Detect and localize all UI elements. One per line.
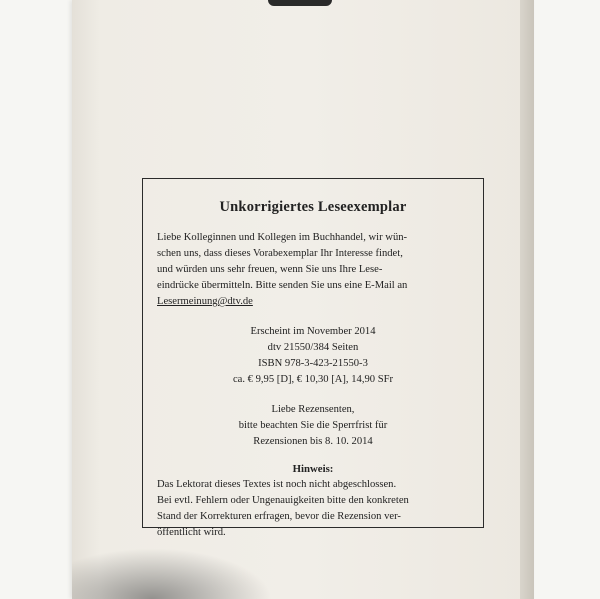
- publication-date: Erscheint im November 2014: [250, 326, 376, 337]
- notice-title: Unkorrigiertes Leseexemplar: [219, 199, 407, 215]
- top-shadow: [268, 0, 332, 6]
- hinweis-line: öffentlicht wird.: [157, 527, 226, 538]
- hinweis-line: Das Lektorat dieses Textes ist noch nicht abgeschlossen.: [157, 479, 397, 490]
- reviewer-note: [157, 402, 469, 450]
- hinweis-heading: Hinweis:: [292, 463, 334, 475]
- email-link[interactable]: Lesermeinung@dtv.de: [157, 296, 253, 307]
- reviewer-line: bitte beachten Sie die Sperrfrist für: [238, 420, 388, 431]
- reviewer-line: Rezensionen bis 8. 10. 2014: [253, 436, 373, 447]
- intro-line: eindrücke übermitteln. Bitte senden Sie uns eine E-Mail an: [157, 280, 408, 291]
- finger-shadow: [72, 548, 272, 599]
- intro-line: Liebe Kolleginnen und Kollegen im Buchhandel, wir wün-: [157, 232, 408, 243]
- publication-price: ca. € 9,95 [D], € 10,30 [A], 14,90 SFr: [232, 374, 394, 385]
- intro-line: und würden uns sehr freuen, wenn Sie uns Ihre Lese-: [157, 264, 383, 275]
- publication-info: [157, 324, 469, 388]
- hinweis-line: Bei evtl. Fehlern oder Ungenauigkeiten bitte den konkreten: [157, 495, 409, 506]
- intro-line: schen uns, dass dieses Vorabexemplar Ihr Interesse findet,: [157, 248, 403, 259]
- publication-series: dtv 21550/384 Seiten: [267, 342, 359, 353]
- hinweis-text: [157, 477, 469, 541]
- hinweis-line: Stand der Korrekturen erfragen, bevor die Rezension ver-: [157, 511, 401, 522]
- reviewer-line: Liebe Rezensenten,: [271, 404, 355, 415]
- publication-isbn: ISBN 978-3-423-21550-3: [258, 358, 368, 369]
- page-edge: [520, 0, 534, 599]
- reading-copy-notice-box: [142, 178, 484, 538]
- notice-intro: [157, 230, 469, 310]
